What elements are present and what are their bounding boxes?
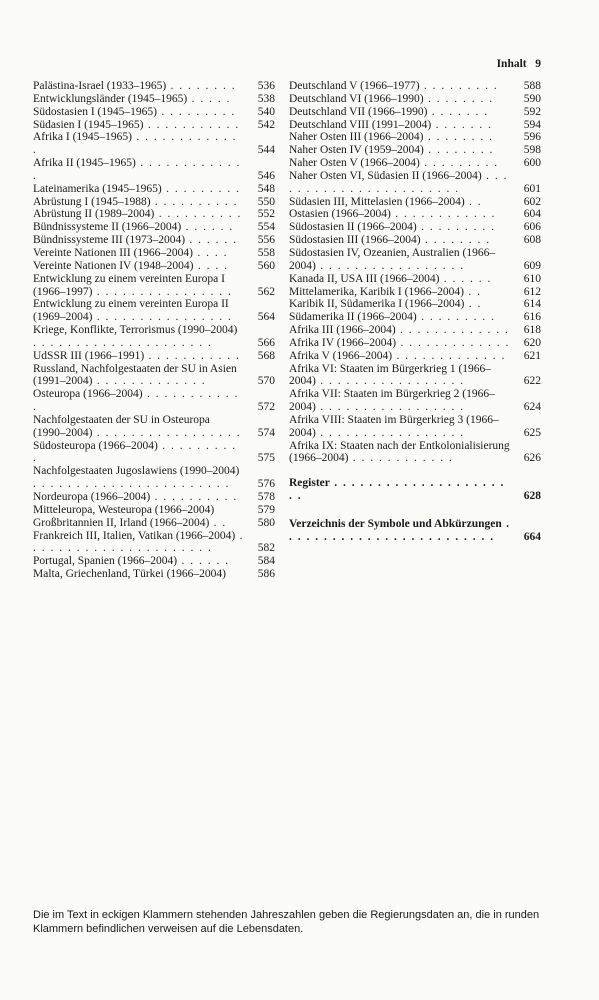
toc-entry xyxy=(33,208,275,221)
toc-entry xyxy=(33,119,275,132)
dot-leader: . . . . . . . . . . . . xyxy=(390,208,496,221)
toc-entry xyxy=(289,414,541,440)
toc-entry-page: 608 xyxy=(523,234,541,247)
toc-entry-title: Afrika I (1945–1965) . . . . . . . . . . . . . xyxy=(33,131,238,157)
dot-leader: . . . . . . . . . . . . xyxy=(348,452,454,465)
toc-entry-title: Bündnissysteme II (1966–2004) . . . . . . xyxy=(33,221,234,234)
dot-leader: . . . . . . . . . . . . . . . . . xyxy=(315,259,465,272)
toc-entry-title: Deutschland VI (1966–1990) . . . . . . . . xyxy=(289,92,494,105)
toc-entry-page: 618 xyxy=(523,324,541,337)
header-title: Inhalt xyxy=(496,58,527,70)
toc-entry xyxy=(33,234,275,247)
toc-entry-title: Deutschland VIII (1991–2004) . . . . . . . xyxy=(289,118,493,131)
dot-leader: . . . . . . . . . . . . . . . . . . . . . . xyxy=(33,529,245,555)
dot-leader: . . . . . . . . . . . . . . . . . . . . . . . xyxy=(289,169,508,195)
toc-entry-title: Register . . . . . . . . . . . . . . . . . . . . . . xyxy=(289,477,505,503)
dot-leader: . . . . . . . . xyxy=(423,92,494,105)
dot-leader: . . . . . . . . . xyxy=(156,105,236,118)
toc-entry xyxy=(33,93,275,106)
dot-leader: . . . . . . . . xyxy=(423,144,494,157)
toc-entry-title: Mittelamerika, Karibik I (1966–2004) . . xyxy=(289,285,482,298)
toc-entry-page: 582 xyxy=(257,542,275,555)
dot-leader: . . . . . . . . . . . xyxy=(143,118,240,131)
toc-entry xyxy=(33,491,275,504)
dot-leader: . . . . . . . . . xyxy=(416,221,496,234)
dot-leader: . . . . . . . . . . xyxy=(154,208,242,221)
toc-entry xyxy=(289,350,541,363)
toc-entry xyxy=(289,440,541,466)
toc-entry-page: 610 xyxy=(523,272,541,285)
toc-entry-page: 558 xyxy=(257,246,275,259)
toc-entry xyxy=(289,298,541,311)
toc-entry-page: 542 xyxy=(257,118,275,131)
toc-entry-title: Afrika IV (1966–2004) . . . . . . . . . . . . . xyxy=(289,336,510,349)
toc-entry-title: Südostasien IV, Ozeanien, Australien (1966–2004) . . . . . . . . . . . . . . . . . xyxy=(289,246,496,272)
dot-leader: . . . . . . . . xyxy=(166,80,237,92)
toc-entry xyxy=(289,93,541,106)
toc-entry-page: 580 xyxy=(257,516,275,529)
toc-entry-title: Afrika VI: Staaten im Bürgerkrieg 1 (1966–2004) . . . . . . . . . . . . . . . . . xyxy=(289,362,492,388)
page-header xyxy=(497,58,541,70)
toc-entry xyxy=(289,170,541,196)
toc-entry-title: Entwicklung zu einem vereinten Europa II (1969–2004) . . . . . . . . . . . . . . . . xyxy=(33,298,233,324)
dot-leader: . . . . . . . . . . . . xyxy=(33,388,239,414)
dot-leader: . . . . . . . . . . xyxy=(150,195,239,208)
toc-entry-page: 604 xyxy=(523,208,541,221)
toc-column-left xyxy=(33,80,275,581)
toc-entry-page: 570 xyxy=(257,375,275,388)
toc-entry xyxy=(33,517,275,530)
toc-entry-page: 566 xyxy=(257,336,275,349)
toc-entry-page: 606 xyxy=(523,221,541,234)
toc-entry-page: 546 xyxy=(257,169,275,182)
toc-entry-title: Südostasien III (1966–2004) . . . . . . . . xyxy=(289,234,491,247)
toc-entry xyxy=(33,298,275,324)
toc-entry-title: Russland, Nachfolgestaaten der SU in Asien (1991–2004) . . . . . . . . . . . . . xyxy=(33,362,237,388)
toc-entry-page: 548 xyxy=(257,182,275,195)
toc-entry xyxy=(289,119,541,132)
dot-leader: . . . . . . . . . . . . . . . . . xyxy=(315,401,465,414)
toc-entry-page: 575 xyxy=(257,452,275,465)
toc-entry xyxy=(289,131,541,144)
dot-leader: . . . . . . . . . . . . . xyxy=(392,349,506,362)
dot-leader: . . xyxy=(464,195,483,208)
toc-entry-page: 586 xyxy=(257,568,275,581)
toc-entry-title: Malta, Griechenland, Türkei (1966–2004) xyxy=(33,568,226,581)
toc-entry-title: Lateinamerika (1945–1965) . . . . . . . . . xyxy=(33,182,241,195)
toc-entry-page: 622 xyxy=(523,375,541,388)
toc-entry-page: 556 xyxy=(257,234,275,247)
toc-entry-page: 609 xyxy=(523,259,541,272)
toc-entry xyxy=(33,131,275,157)
toc-entry-page: 626 xyxy=(523,452,541,465)
dot-leader: . . . . . . . . . . . . . xyxy=(33,157,241,182)
toc-entry-title: Bündnissysteme III (1973–2004) . . . . . . xyxy=(33,234,238,247)
toc-entry xyxy=(33,530,275,556)
footnote: Die im Text in eckigen Klammern stehenden Jahreszahlen geben die Regierungsdaten an, die in runden Klammern befindlichen verweisen auf die Lebensdaten. xyxy=(33,909,540,935)
toc-entry-title: Afrika III (1966–2004) . . . . . . . . . . . . . xyxy=(289,324,510,337)
toc-entry xyxy=(289,273,541,286)
toc-entry-title: Nordeuropa (1966–2004) . . . . . . . . . . xyxy=(33,491,238,503)
toc-entry-page: 568 xyxy=(257,349,275,362)
toc-entry-title: Nachfolgestaaten Jugoslawiens (1990–2004) . . . . . . . . . . . . . . . . . . . . . . . xyxy=(33,465,240,491)
toc-entry xyxy=(33,568,275,581)
dot-leader: . . . . . xyxy=(187,92,232,105)
toc-entry-title: Deutschland V (1966–1977) . . . . . . . . . xyxy=(289,80,499,92)
dot-leader: . . . . . . xyxy=(185,234,238,247)
toc-entry-page: 621 xyxy=(523,349,541,362)
toc-entry xyxy=(289,388,541,414)
toc-entry xyxy=(33,414,275,440)
dot-leader: . . . . . . . . . . . . . xyxy=(33,131,238,157)
dot-leader: . . . . . . . . . . . . . . . . . . . . . . . . . xyxy=(289,518,511,543)
dot-leader: . . . . . . . . . . . . . . . . . . . . . . . xyxy=(33,478,230,491)
dot-leader: . . . . . . . . . . . . . xyxy=(395,324,510,337)
dot-leader: . . . . . . . . xyxy=(420,234,491,247)
dot-leader: . . xyxy=(209,516,227,529)
toc-entry-title: Deutschland VII (1966–1990) . . . . . . . xyxy=(289,105,489,118)
toc-entry-title: Karibik II, Südamerika I (1966–2004) . . xyxy=(289,298,482,311)
dot-leader: . . . . . . . . . . . . . . . . . . . . . . xyxy=(289,477,505,503)
toc-entry-page: 624 xyxy=(523,401,541,414)
toc-entry-title: Entwicklung zu einem vereinten Europa I (1966–1997) . . . . . . . . . . . . . . . . xyxy=(33,272,233,298)
dot-leader: . . . . . . . . . . . . . . . . xyxy=(92,311,233,324)
dot-leader: . . . . xyxy=(193,246,228,259)
dot-leader: . . . . . . . . . . . . . xyxy=(92,375,207,388)
toc-entry-page: 614 xyxy=(523,298,541,311)
toc-entry-title: Naher Osten VI, Südasien II (1966–2004) . . . . . . . . . . . . . . . . . . . . . . . xyxy=(289,169,508,195)
toc-entry-page: 664 xyxy=(523,530,541,543)
dot-leader: . . . . . . . . . xyxy=(419,80,499,92)
toc-entry-title: Vereinte Nationen IV (1948–2004) . . . . xyxy=(33,259,229,272)
toc-entry xyxy=(289,144,541,157)
dot-leader: . . xyxy=(464,285,482,298)
toc-entry xyxy=(289,311,541,324)
toc-entry xyxy=(33,324,275,350)
dot-leader: . . . . . . . xyxy=(427,105,489,118)
toc-entry-page: 562 xyxy=(257,285,275,298)
dot-leader: . . . . . . xyxy=(177,555,230,568)
dot-leader: . . . . . . . . . . . . . . . . . xyxy=(315,426,465,439)
toc-entry xyxy=(33,504,275,517)
toc-entry-title: Frankreich III, Italien, Vatikan (1966–2004) . . . . . . . . . . . . . . . . . . . . . . xyxy=(33,529,245,555)
toc-entry xyxy=(33,388,275,414)
toc-entry xyxy=(33,273,275,299)
toc-entry-page: 579 xyxy=(257,503,275,516)
toc-column-right xyxy=(289,80,541,544)
dot-leader: . . xyxy=(464,298,482,311)
toc-entry-title: Kanada II, USA III (1966–2004) . . . . . . xyxy=(289,272,492,285)
dot-leader: . . . . . . . . xyxy=(423,131,494,144)
toc-entry-title: Portugal, Spanien (1966–2004) . . . . . . xyxy=(33,555,230,568)
toc-entry xyxy=(289,196,541,209)
toc-entry-title: UdSSR III (1966–1991) . . . . . . . . . . . xyxy=(33,349,241,362)
toc-entry-title: Verzeichnis der Symbole und Abkürzungen . . . . . . . . . . . . . . . . . . . . . . . . . xyxy=(289,518,511,543)
header-page-number: 9 xyxy=(535,58,541,70)
toc-entry-title: Naher Osten III (1966–2004) . . . . . . . . xyxy=(289,131,494,144)
toc-entry-title: Südasien I (1945–1965) . . . . . . . . . . . xyxy=(33,118,240,131)
toc-entry-title: Afrika VIII: Staaten im Bürgerkrieg 3 (1966–2004) . . . . . . . . . . . . . . . . . xyxy=(289,413,499,439)
toc-entry xyxy=(289,286,541,299)
toc-entry-page: 572 xyxy=(257,401,275,414)
dot-leader: . . . . . . xyxy=(439,272,492,285)
toc-entry-page: 616 xyxy=(523,311,541,324)
toc-entry xyxy=(33,555,275,568)
toc-entry xyxy=(33,80,275,93)
toc-entry-title: Naher Osten V (1966–2004) . . . . . . . . . xyxy=(289,157,499,170)
dot-leader: . . . . . . . xyxy=(431,118,493,131)
toc-entry-page: 620 xyxy=(523,336,541,349)
toc-entry xyxy=(33,157,275,183)
toc-entry xyxy=(33,465,275,491)
toc-entry-page: 544 xyxy=(257,144,275,157)
dot-leader: . . . . . . . . . . . . . . . . xyxy=(92,285,233,298)
dot-leader: . . . . . . . . . . xyxy=(150,491,238,503)
toc-entry xyxy=(289,157,541,170)
toc-entry xyxy=(289,234,541,247)
toc-entry-page: 590 xyxy=(523,92,541,105)
toc-entry-page: 550 xyxy=(257,195,275,208)
toc-entry xyxy=(289,518,541,544)
toc-entry-page: 578 xyxy=(257,491,275,503)
toc-entry-title: Nachfolgestaaten der SU in Osteuropa (1990–2004) . . . . . . . . . . . . . . . . . xyxy=(33,413,242,439)
toc-entry-title: Südasien III, Mittelasien (1966–2004) . . xyxy=(289,195,483,208)
toc-entry-page: 596 xyxy=(523,131,541,144)
toc-entry xyxy=(289,208,541,221)
toc-entry-title: Afrika IX: Staaten nach der Entkolonialisierung (1966–2004) . . . . . . . . . . . . xyxy=(289,439,510,465)
toc-entry xyxy=(33,440,275,466)
dot-leader: . . . . . . . . . xyxy=(161,182,241,195)
dot-leader: . . . . . . . . . . . . . . . . . xyxy=(315,375,465,388)
toc-entry xyxy=(289,363,541,389)
toc-entry-page: 584 xyxy=(257,555,275,568)
toc-entry-page: 588 xyxy=(523,80,541,92)
toc-entry-page: 601 xyxy=(523,182,541,195)
toc-entry-page: 628 xyxy=(523,490,541,503)
toc-entry-page: 576 xyxy=(257,478,275,491)
toc-entry xyxy=(33,363,275,389)
toc-entry-title: Osteuropa (1966–2004) . . . . . . . . . . . . xyxy=(33,388,239,414)
toc-entry-title: Abrüstung II (1989–2004) . . . . . . . . . . xyxy=(33,208,242,221)
toc-entry-title: Südosteuropa (1966–2004) . . . . . . . . . . xyxy=(33,439,237,465)
dot-leader: . . . . . . xyxy=(181,221,234,234)
toc-entry-page: 602 xyxy=(523,195,541,208)
toc-entry-title: Afrika II (1945–1965) . . . . . . . . . . . . . xyxy=(33,157,241,182)
toc-entry xyxy=(289,324,541,337)
dot-leader: . . . . . . . . . xyxy=(416,311,496,324)
toc-entry-page: 540 xyxy=(257,105,275,118)
toc-entry-title: Kriege, Konflikte, Terrorismus (1990–2004) . . . . . . . . . . . . . . . . . . . . . xyxy=(33,324,238,349)
toc-entry xyxy=(33,106,275,119)
dot-leader: . . . . . . . . . . . . . xyxy=(396,336,510,349)
toc-entry xyxy=(33,260,275,273)
toc-entry-title: Naher Osten IV (1959–2004) . . . . . . . . xyxy=(289,144,494,157)
dot-leader: . . . . . . . . . xyxy=(419,157,499,170)
toc-entry-page: 625 xyxy=(523,426,541,439)
toc-entry-title: Afrika V (1966–2004) . . . . . . . . . . . . . xyxy=(289,349,506,362)
dot-leader: . . . . . . . . . . . . . . . . . . . . . xyxy=(33,336,213,349)
toc-entry-title: Südamerika II (1966–2004) . . . . . . . . . xyxy=(289,311,496,324)
dot-leader: . . . . xyxy=(193,259,229,272)
toc-entry-page: 554 xyxy=(257,221,275,234)
toc-entry-title: Ostasien (1966–2004) . . . . . . . . . . . . xyxy=(289,208,496,221)
toc-entry-page: 560 xyxy=(257,259,275,272)
toc-entry xyxy=(289,80,541,93)
toc-entry-page: 600 xyxy=(523,157,541,170)
toc-entry-title: Großbritannien II, Irland (1966–2004) . . xyxy=(33,516,227,529)
toc-entry-page: 574 xyxy=(257,426,275,439)
dot-leader: . . . . . . . . . . . xyxy=(144,349,241,362)
toc-entry xyxy=(289,477,541,503)
toc-entry-page: 594 xyxy=(523,118,541,131)
toc-entry-page: 592 xyxy=(523,105,541,118)
toc-entry xyxy=(289,106,541,119)
toc-entry-page: 538 xyxy=(257,92,275,105)
toc-entry-title: Vereinte Nationen III (1966–2004) . . . . xyxy=(33,246,228,259)
toc-entry xyxy=(289,221,541,234)
toc-entry-title: Mitteleuropa, Westeuropa (1966–2004) xyxy=(33,503,215,516)
toc-entry xyxy=(289,247,541,273)
toc-entry-page: 552 xyxy=(257,208,275,221)
toc-entry-title: Palästina-Israel (1933–1965) . . . . . . . . xyxy=(33,80,237,92)
toc-entry-page: 564 xyxy=(257,311,275,324)
toc-entry-page: 612 xyxy=(523,285,541,298)
toc-entry xyxy=(33,183,275,196)
toc-entry-title: Südostasien I (1945–1965) . . . . . . . . . xyxy=(33,105,236,118)
toc-entry xyxy=(289,337,541,350)
toc-entry xyxy=(33,247,275,260)
dot-leader: . . . . . . . . . . . . . . . . . xyxy=(92,426,242,439)
toc-entry-title: Afrika VII: Staaten im Bürgerkrieg 2 (1966–2004) . . . . . . . . . . . . . . . . . xyxy=(289,388,495,414)
dot-leader: . . . . . . . . . . xyxy=(33,439,237,465)
toc-entry-page: 536 xyxy=(257,80,275,92)
toc-entry-title: Südostasien II (1966–2004) . . . . . . . . . xyxy=(289,221,496,234)
toc-entry-title: Entwicklungsländer (1945–1965) . . . . . xyxy=(33,92,232,105)
toc-entry xyxy=(33,196,275,209)
toc-entry-page: 598 xyxy=(523,144,541,157)
toc-entry xyxy=(33,350,275,363)
toc-entry xyxy=(33,221,275,234)
toc-entry-title: Abrüstung I (1945–1988) . . . . . . . . . . xyxy=(33,195,239,208)
